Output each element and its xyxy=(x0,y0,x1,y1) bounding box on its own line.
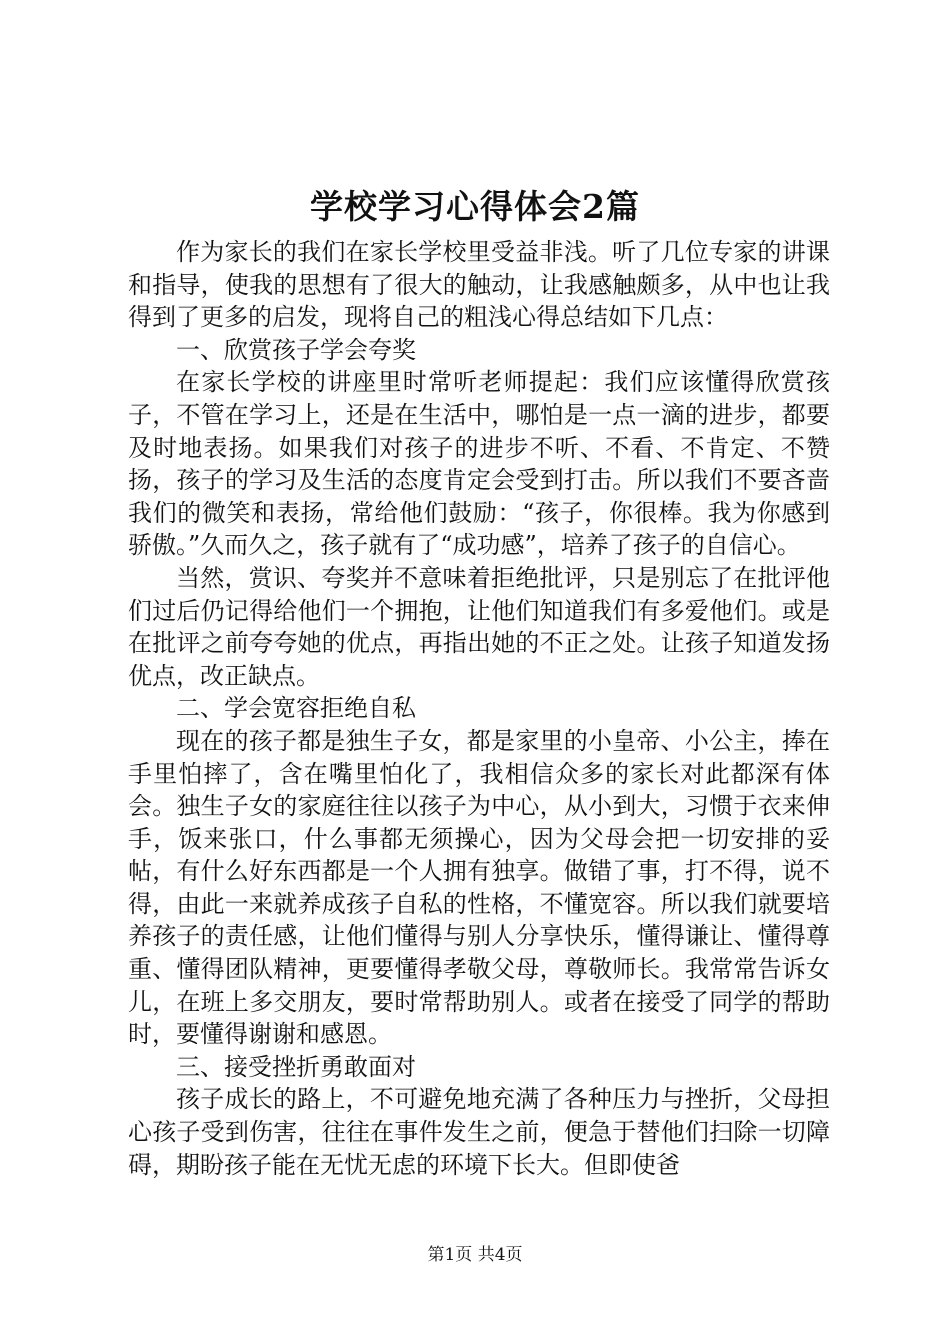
page-footer: 第1页 共4页 xyxy=(427,1245,523,1265)
document-body xyxy=(128,236,830,1181)
document-title: 学校学习心得体会2篇 xyxy=(310,187,640,226)
section-heading-2: 二、学会宽容拒绝自私 xyxy=(176,694,416,723)
paragraph-2: 当然，赏识、夸奖并不意味着拒绝批评，只是别忘了在批评他们过后仍记得给他们一个拥抱，让他们知道我们有多爱他们。或是在批评之前夸夸她的优点，再指出她的不正之处。让孩子知道发扬优点，改正缺点。 xyxy=(128,563,830,690)
paragraph-4: 孩子成长的路上，不可避免地充满了各种压力与挫折，父母担心孩子受到伤害，往往在事件发生之前，便急于替他们扫除一切障碍，期盼孩子能在无忧无虑的环境下长大。但即使爸 xyxy=(128,1085,830,1179)
paragraph-3: 现在的孩子都是独生子女，都是家里的小皇帝、小公主，捧在手里怕摔了，含在嘴里怕化了，我相信众多的家长对此都深有体会。独生子女的家庭往往以孩子为中心，从小到大，习惯于衣来伸手，饭来张口，什么事都无须操心，因为父母会把一切安排的妥帖，有什么好东西都是一个人拥有独享。做错了事，打不得，说不得，由此一来就养成孩子自私的性格，不懂宽容。所以我们就要培养孩子的责任感，让他们懂得与别人分享快乐，懂得谦让、懂得尊重、懂得团队精神，更要懂得孝敬父母，尊敬师长。我常常告诉女儿，在班上多交朋友，要时常帮助别人。或者在接受了同学的帮助时，要懂得谢谢和感恩。 xyxy=(128,726,830,1049)
paragraph-intro: 作为家长的我们在家长学校里受益非浅。听了几位专家的讲课和指导，使我的思想有了很大的触动，让我感触颇多，从中也让我得到了更多的启发，现将自己的粗浅心得总结如下几点： xyxy=(128,238,830,332)
section-heading-3: 三、接受挫折勇敢面对 xyxy=(176,1052,416,1081)
paragraph-1: 在家长学校的讲座里时常听老师提起：我们应该懂得欣赏孩子，不管在学习上，还是在生活中，哪怕是一点一滴的进步，都要及时地表扬。如果我们对孩子的进步不听、不看、不肯定、不赞扬，孩子的学习及生活的态度肯定会受到打击。所以我们不要吝啬我们的微笑和表扬，常给他们鼓励：“孩子，你很棒。我为你感到骄傲。”久而久之，孩子就有了“成功感”，培养了孩子的自信心。 xyxy=(128,368,830,560)
section-heading-1: 一、欣赏孩子学会夸奖 xyxy=(176,335,416,364)
